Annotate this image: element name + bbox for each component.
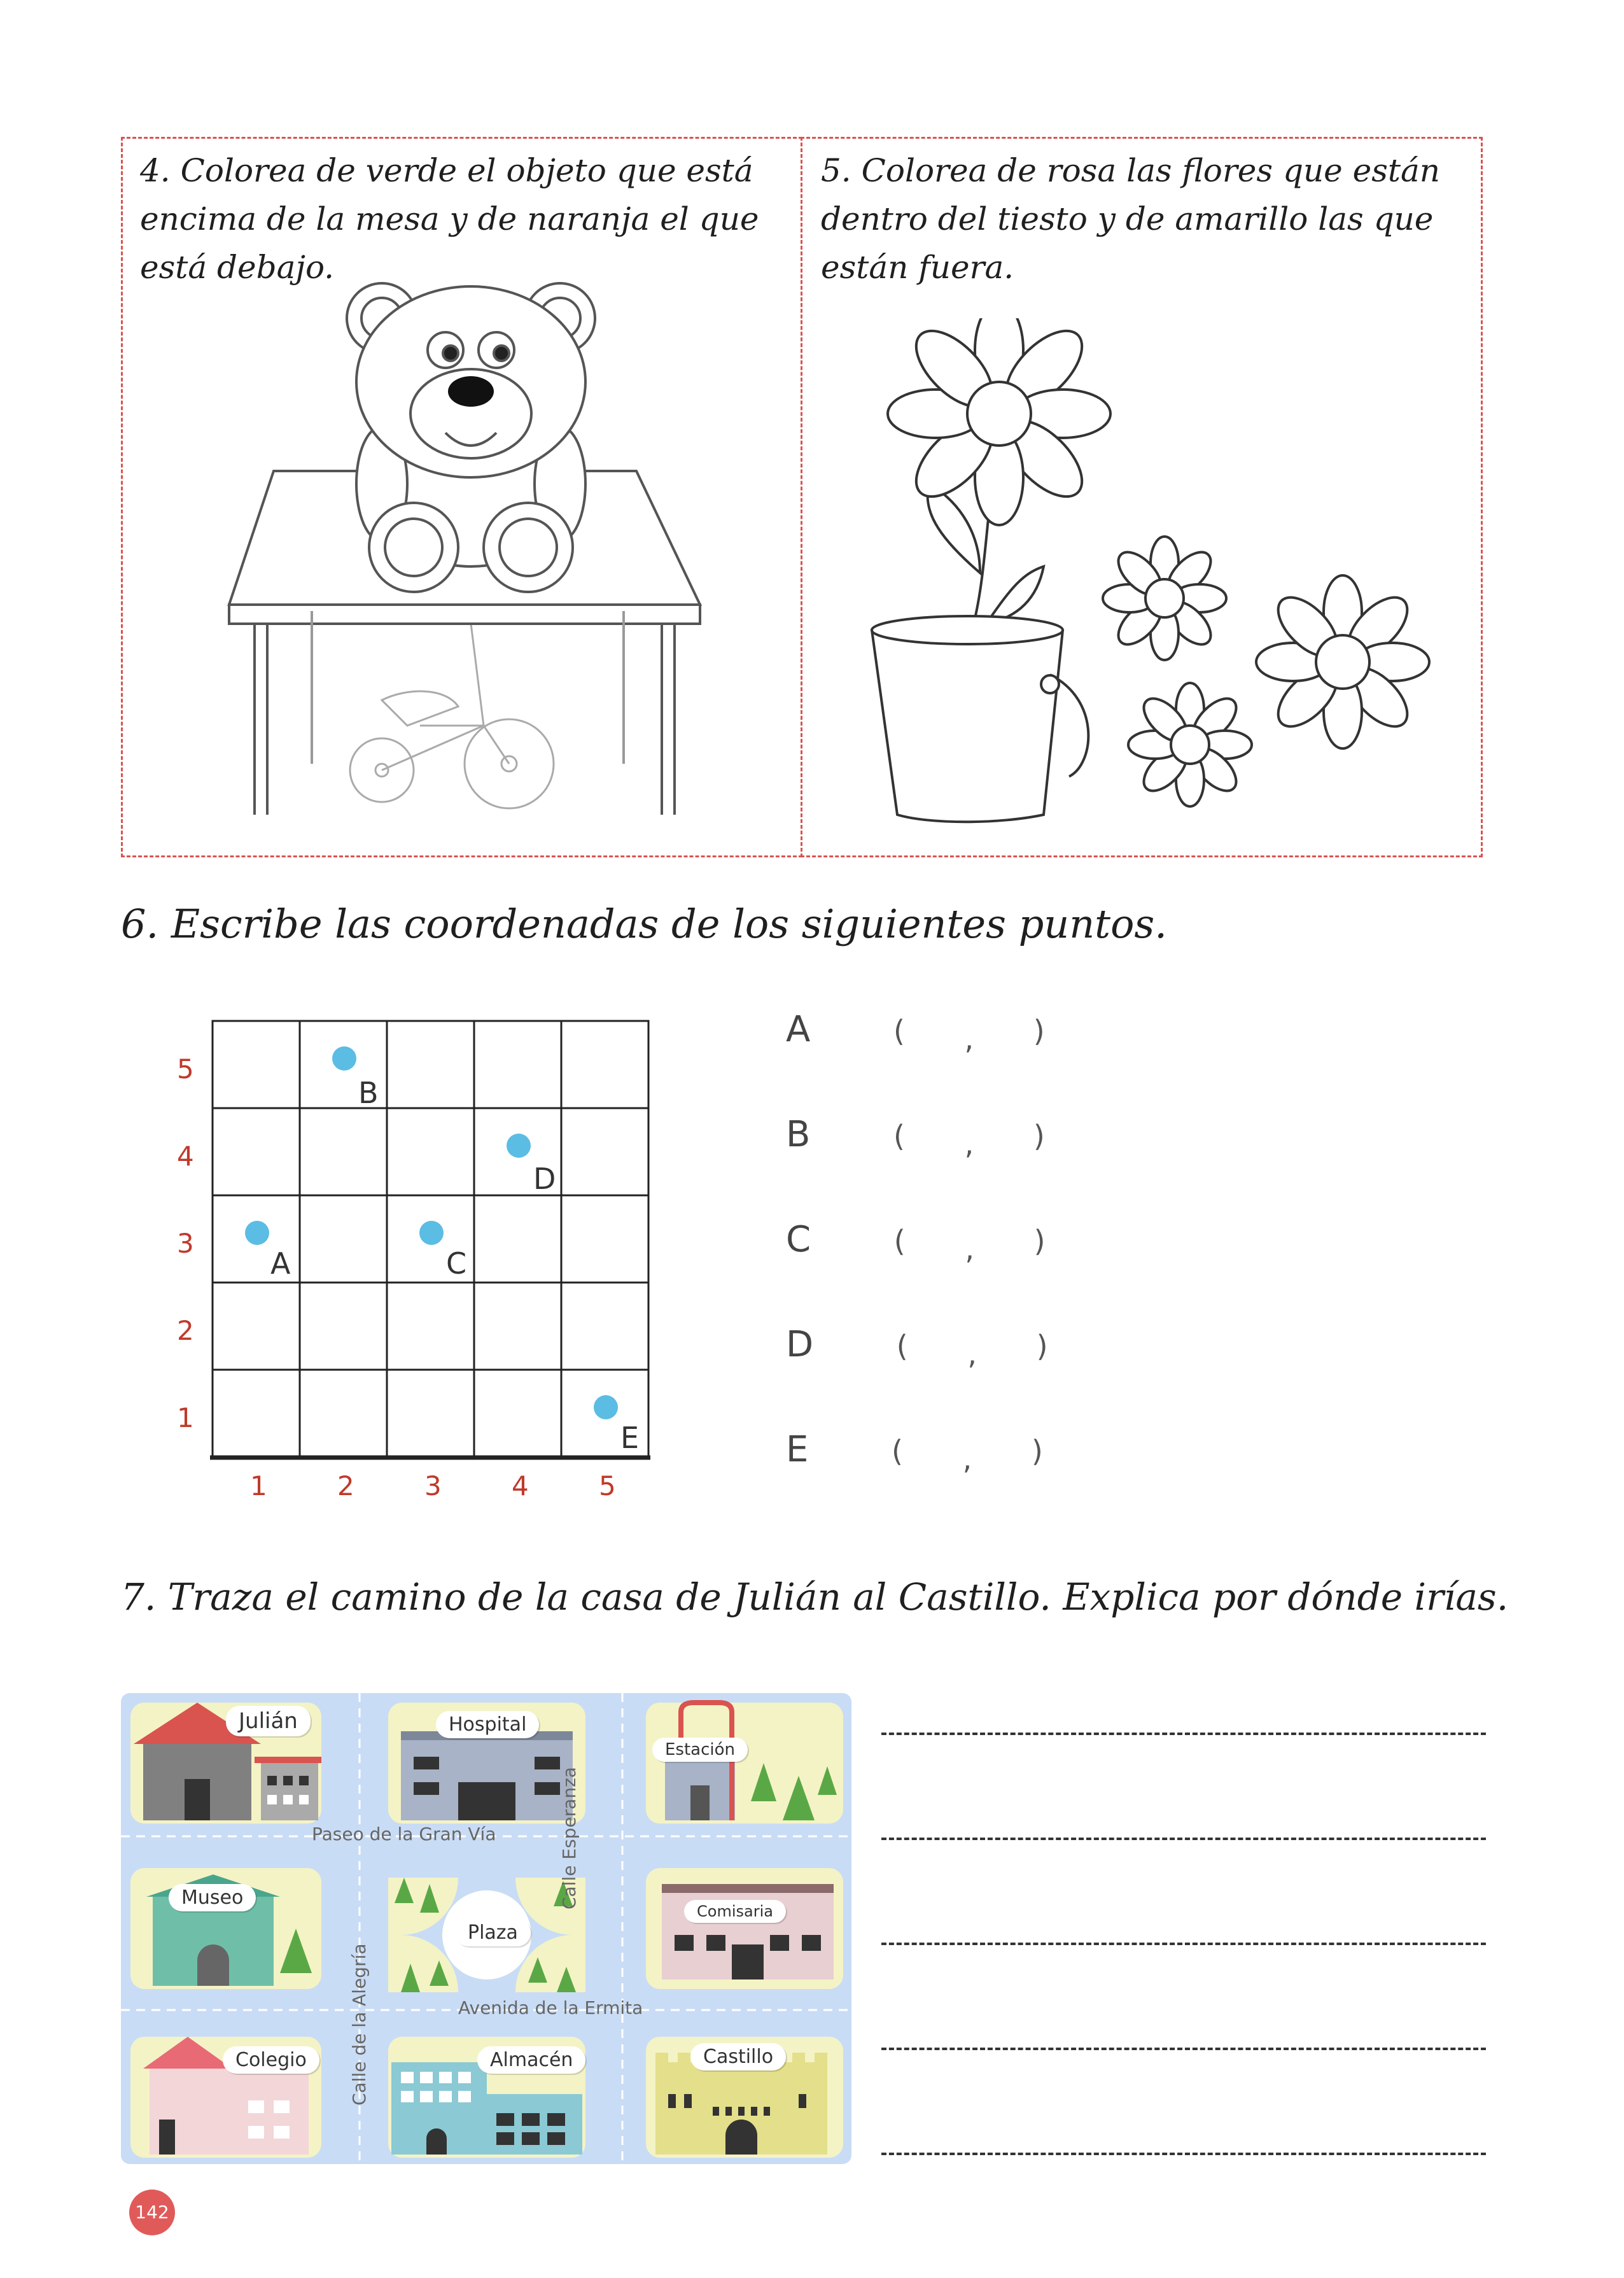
x-label-5: 5	[599, 1470, 616, 1501]
exercise-5-instruction: 5. Colorea de rosa las flores que están dentro del tiesto y de amarillo las que están fuera.	[821, 152, 1440, 286]
grid-point-b	[332, 1046, 356, 1071]
open-paren: (	[896, 1329, 908, 1363]
point-label-b: B	[358, 1076, 379, 1110]
place-castillo: Castillo	[690, 2043, 786, 2071]
answer-label: A	[786, 1009, 811, 1050]
answer-row-c[interactable]	[786, 1219, 1046, 1266]
grid-point-c	[419, 1221, 444, 1245]
point-label-d: D	[533, 1162, 556, 1196]
street-esperanza: Calle Esperanza	[559, 1767, 580, 1909]
close-paren: )	[1036, 1329, 1048, 1363]
open-paren: (	[893, 1119, 905, 1153]
exercise-7-title: 7. Traza el camino de la casa de Julián al Castillo. Explica por dónde irías.	[121, 1575, 1509, 1619]
answer-label: E	[786, 1429, 809, 1470]
comma: ,	[962, 1442, 972, 1476]
close-paren: )	[1033, 1224, 1046, 1258]
town-map	[121, 1693, 851, 2164]
place-almacen: Almacén	[477, 2046, 585, 2074]
y-label-2: 2	[177, 1315, 194, 1346]
comma: ,	[964, 1127, 974, 1161]
answer-line-4[interactable]	[881, 2048, 1486, 2050]
open-paren: (	[893, 1224, 906, 1258]
grid-point-d	[507, 1134, 531, 1158]
place-estacion: Estación	[652, 1738, 748, 1762]
comma: ,	[965, 1232, 974, 1266]
place-plaza: Plaza	[455, 1919, 531, 1946]
place-julian: Julián	[226, 1706, 311, 1736]
place-colegio: Colegio	[223, 2046, 319, 2074]
answer-label: B	[786, 1114, 811, 1155]
street-ermita: Avenida de la Ermita	[458, 1997, 643, 2018]
exercise-4-instruction: 4. Colorea de verde el objeto que está encima de la mesa y de naranja el que está debajo.	[140, 152, 759, 286]
y-label-5: 5	[177, 1053, 194, 1085]
answer-row-b[interactable]	[786, 1114, 1045, 1161]
answer-row-d[interactable]	[786, 1324, 1048, 1371]
page-number-badge: 142	[129, 2190, 175, 2235]
answer-line-3[interactable]	[881, 1943, 1486, 1945]
place-hospital: Hospital	[436, 1711, 539, 1738]
comma: ,	[964, 1022, 974, 1056]
answer-line-5[interactable]	[881, 2153, 1486, 2155]
y-label-4: 4	[177, 1141, 194, 1172]
answer-label: D	[786, 1324, 814, 1365]
place-comisaria: Comisaria	[684, 1900, 786, 1923]
street-alegria: Calle de la Alegría	[349, 1943, 370, 2106]
grid-point-a	[245, 1221, 269, 1245]
open-paren: (	[892, 1434, 903, 1468]
point-label-c: C	[446, 1246, 467, 1281]
y-label-1: 1	[177, 1402, 194, 1433]
x-label-2: 2	[337, 1470, 354, 1501]
exercise-6-title: 6. Escribe las coordenadas de los siguientes puntos.	[121, 901, 1167, 947]
street-paseo: Paseo de la Gran Vía	[312, 1824, 496, 1845]
teddy-table-illustration	[216, 280, 725, 827]
close-paren: )	[1033, 1119, 1045, 1153]
comma: ,	[967, 1337, 977, 1371]
open-paren: (	[893, 1014, 905, 1048]
place-museo: Museo	[169, 1884, 256, 1911]
point-label-a: A	[270, 1246, 291, 1281]
flowers-illustration	[859, 318, 1445, 827]
close-paren: )	[1031, 1434, 1043, 1468]
close-paren: )	[1033, 1014, 1045, 1048]
answer-row-a[interactable]	[786, 1009, 1045, 1056]
x-label-1: 1	[250, 1470, 267, 1501]
x-label-4: 4	[512, 1470, 529, 1501]
point-label-e: E	[620, 1421, 640, 1455]
y-label-3: 3	[177, 1228, 194, 1259]
grid-point-e	[594, 1395, 618, 1419]
x-label-3: 3	[424, 1470, 442, 1501]
answer-line-1[interactable]	[881, 1733, 1486, 1735]
answer-line-2[interactable]	[881, 1838, 1486, 1840]
answer-label: C	[786, 1219, 811, 1260]
answer-row-e[interactable]	[786, 1429, 1043, 1476]
